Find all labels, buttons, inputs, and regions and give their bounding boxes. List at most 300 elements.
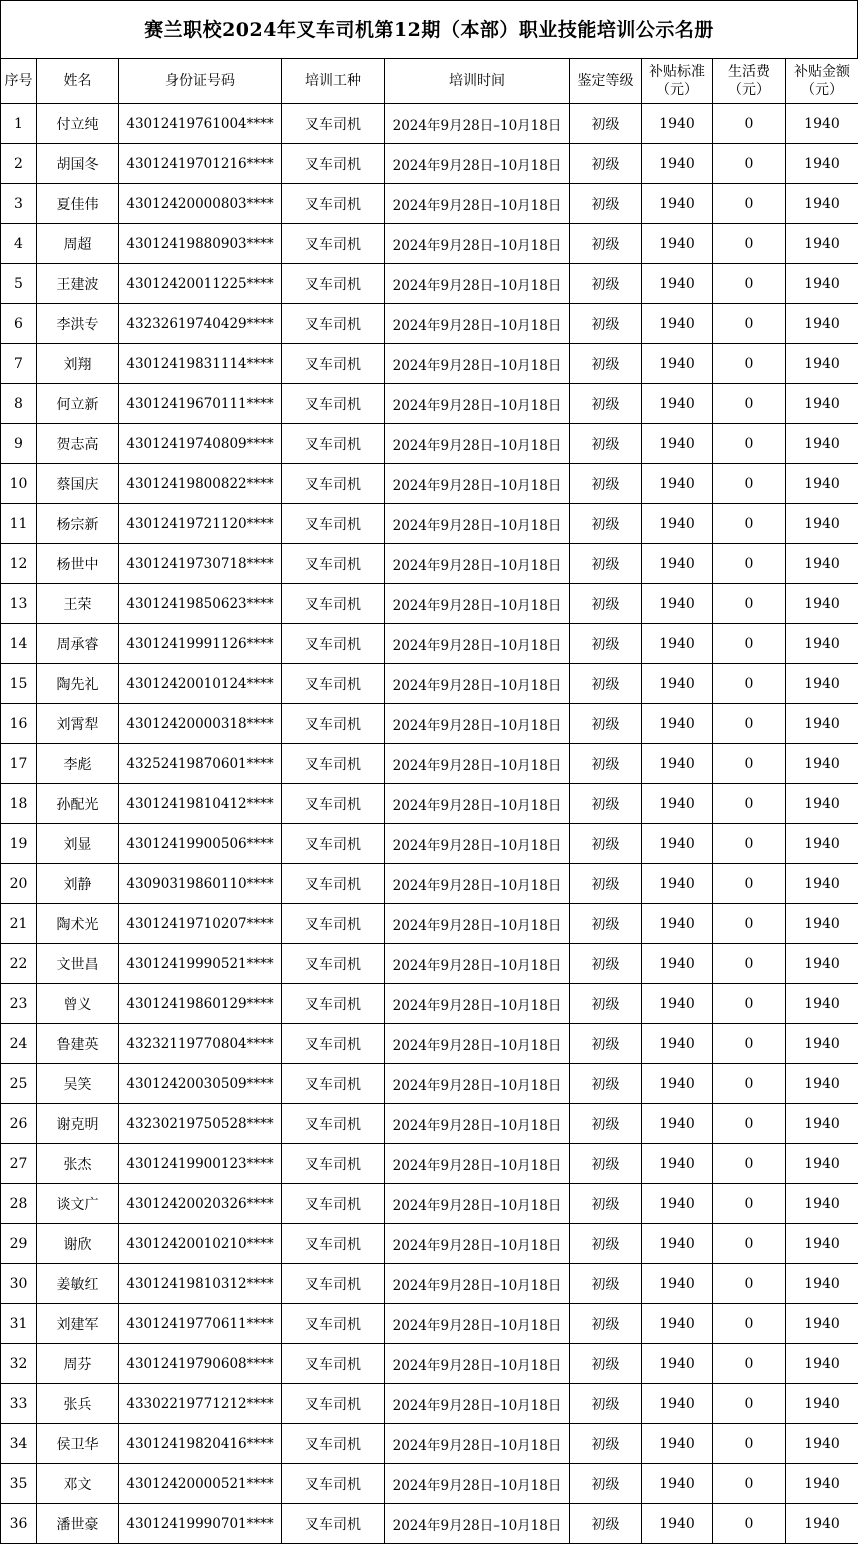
cell-living-allowance: 0 bbox=[713, 1464, 786, 1504]
cell-training-period: 2024年9月28日–10月18日 bbox=[385, 824, 570, 864]
cell-name: 杨宗新 bbox=[37, 504, 119, 544]
cell-living-allowance: 0 bbox=[713, 184, 786, 224]
cell-subsidy-standard: 1940 bbox=[642, 984, 713, 1024]
cell-training-period: 2024年9月28日–10月18日 bbox=[385, 1304, 570, 1344]
cell-subsidy-amount: 1940 bbox=[786, 504, 858, 544]
header-level: 鉴定等级 bbox=[570, 59, 642, 104]
table-row bbox=[1, 1264, 858, 1304]
cell-living-allowance: 0 bbox=[713, 984, 786, 1024]
cell-trade: 叉车司机 bbox=[282, 664, 385, 704]
cell-living-allowance: 0 bbox=[713, 304, 786, 344]
table-row bbox=[1, 144, 858, 184]
table-row bbox=[1, 464, 858, 504]
cell-trade: 叉车司机 bbox=[282, 1504, 385, 1544]
table-row bbox=[1, 344, 858, 384]
cell-subsidy-amount: 1940 bbox=[786, 1144, 858, 1184]
cell-seq: 36 bbox=[1, 1504, 37, 1544]
cell-training-period: 2024年9月28日–10月18日 bbox=[385, 104, 570, 144]
cell-subsidy-standard: 1940 bbox=[642, 864, 713, 904]
table-row bbox=[1, 264, 858, 304]
cell-name: 陶术光 bbox=[37, 904, 119, 944]
cell-training-period: 2024年9月28日–10月18日 bbox=[385, 1504, 570, 1544]
cell-subsidy-amount: 1940 bbox=[786, 184, 858, 224]
cell-seq: 6 bbox=[1, 304, 37, 344]
cell-living-allowance: 0 bbox=[713, 424, 786, 464]
table-row bbox=[1, 184, 858, 224]
table-row bbox=[1, 1144, 858, 1184]
cell-subsidy-standard: 1940 bbox=[642, 584, 713, 624]
cell-living-allowance: 0 bbox=[713, 784, 786, 824]
cell-living-allowance: 0 bbox=[713, 704, 786, 744]
table-row bbox=[1, 1064, 858, 1104]
cell-trade: 叉车司机 bbox=[282, 704, 385, 744]
cell-level: 初级 bbox=[570, 1344, 642, 1384]
cell-name: 刘翔 bbox=[37, 344, 119, 384]
cell-training-period: 2024年9月28日–10月18日 bbox=[385, 1224, 570, 1264]
cell-trade: 叉车司机 bbox=[282, 824, 385, 864]
cell-trade: 叉车司机 bbox=[282, 1224, 385, 1264]
cell-name: 孙配光 bbox=[37, 784, 119, 824]
cell-level: 初级 bbox=[570, 304, 642, 344]
cell-seq: 9 bbox=[1, 424, 37, 464]
cell-level: 初级 bbox=[570, 824, 642, 864]
cell-training-period: 2024年9月28日–10月18日 bbox=[385, 1184, 570, 1224]
cell-seq: 31 bbox=[1, 1304, 37, 1344]
cell-living-allowance: 0 bbox=[713, 824, 786, 864]
cell-training-period: 2024年9月28日–10月18日 bbox=[385, 744, 570, 784]
cell-id-number: 43012420010210**** bbox=[119, 1224, 282, 1264]
table-row bbox=[1, 1184, 858, 1224]
cell-seq: 11 bbox=[1, 504, 37, 544]
cell-id-number: 43232619740429**** bbox=[119, 304, 282, 344]
cell-living-allowance: 0 bbox=[713, 1264, 786, 1304]
cell-id-number: 43012419810312**** bbox=[119, 1264, 282, 1304]
cell-subsidy-amount: 1940 bbox=[786, 1184, 858, 1224]
cell-name: 谢克明 bbox=[37, 1104, 119, 1144]
cell-subsidy-amount: 1940 bbox=[786, 624, 858, 664]
cell-id-number: 43012419831114**** bbox=[119, 344, 282, 384]
cell-name: 周承睿 bbox=[37, 624, 119, 664]
cell-id-number: 43012419710207**** bbox=[119, 904, 282, 944]
cell-subsidy-standard: 1940 bbox=[642, 624, 713, 664]
cell-name: 付立纯 bbox=[37, 104, 119, 144]
table-row bbox=[1, 1504, 858, 1544]
cell-name: 侯卫华 bbox=[37, 1424, 119, 1464]
cell-living-allowance: 0 bbox=[713, 464, 786, 504]
cell-id-number: 43012419701216**** bbox=[119, 144, 282, 184]
cell-trade: 叉车司机 bbox=[282, 1144, 385, 1184]
cell-subsidy-amount: 1940 bbox=[786, 464, 858, 504]
cell-subsidy-standard: 1940 bbox=[642, 1264, 713, 1304]
cell-level: 初级 bbox=[570, 664, 642, 704]
cell-level: 初级 bbox=[570, 1504, 642, 1544]
cell-subsidy-amount: 1940 bbox=[786, 384, 858, 424]
cell-subsidy-standard: 1940 bbox=[642, 944, 713, 984]
cell-living-allowance: 0 bbox=[713, 1304, 786, 1344]
cell-training-period: 2024年9月28日–10月18日 bbox=[385, 1144, 570, 1184]
cell-subsidy-standard: 1940 bbox=[642, 664, 713, 704]
cell-level: 初级 bbox=[570, 184, 642, 224]
cell-living-allowance: 0 bbox=[713, 104, 786, 144]
cell-training-period: 2024年9月28日–10月18日 bbox=[385, 584, 570, 624]
cell-id-number: 43012419800822**** bbox=[119, 464, 282, 504]
cell-training-period: 2024年9月28日–10月18日 bbox=[385, 544, 570, 584]
cell-subsidy-standard: 1940 bbox=[642, 504, 713, 544]
cell-subsidy-standard: 1940 bbox=[642, 544, 713, 584]
cell-id-number: 43012419670111**** bbox=[119, 384, 282, 424]
header-id: 身份证号码 bbox=[119, 59, 282, 104]
cell-name: 王荣 bbox=[37, 584, 119, 624]
table-row bbox=[1, 1384, 858, 1424]
cell-name: 何立新 bbox=[37, 384, 119, 424]
cell-living-allowance: 0 bbox=[713, 1144, 786, 1184]
table-row bbox=[1, 1224, 858, 1264]
cell-subsidy-standard: 1940 bbox=[642, 424, 713, 464]
cell-subsidy-standard: 1940 bbox=[642, 1104, 713, 1144]
header-name: 姓名 bbox=[37, 59, 119, 104]
cell-living-allowance: 0 bbox=[713, 224, 786, 264]
cell-training-period: 2024年9月28日–10月18日 bbox=[385, 144, 570, 184]
cell-id-number: 43012419900506**** bbox=[119, 824, 282, 864]
cell-id-number: 43012420000318**** bbox=[119, 704, 282, 744]
cell-level: 初级 bbox=[570, 464, 642, 504]
cell-id-number: 43012419761004**** bbox=[119, 104, 282, 144]
table-row bbox=[1, 1304, 858, 1344]
cell-training-period: 2024年9月28日–10月18日 bbox=[385, 704, 570, 744]
table-row bbox=[1, 224, 858, 264]
cell-training-period: 2024年9月28日–10月18日 bbox=[385, 864, 570, 904]
cell-subsidy-amount: 1940 bbox=[786, 1384, 858, 1424]
cell-name: 李洪专 bbox=[37, 304, 119, 344]
cell-trade: 叉车司机 bbox=[282, 1464, 385, 1504]
cell-training-period: 2024年9月28日–10月18日 bbox=[385, 984, 570, 1024]
table-row bbox=[1, 784, 858, 824]
cell-id-number: 43012420020326**** bbox=[119, 1184, 282, 1224]
cell-subsidy-standard: 1940 bbox=[642, 704, 713, 744]
cell-id-number: 43012419991126**** bbox=[119, 624, 282, 664]
cell-name: 刘显 bbox=[37, 824, 119, 864]
cell-level: 初级 bbox=[570, 904, 642, 944]
cell-id-number: 43012420000803**** bbox=[119, 184, 282, 224]
cell-subsidy-amount: 1940 bbox=[786, 664, 858, 704]
cell-id-number: 43090319860110**** bbox=[119, 864, 282, 904]
header-subsidy-std: 补贴标准（元） bbox=[642, 59, 713, 104]
cell-subsidy-amount: 1940 bbox=[786, 984, 858, 1024]
cell-trade: 叉车司机 bbox=[282, 584, 385, 624]
cell-living-allowance: 0 bbox=[713, 664, 786, 704]
header-living: 生活费（元） bbox=[713, 59, 786, 104]
cell-training-period: 2024年9月28日–10月18日 bbox=[385, 1264, 570, 1304]
table-row bbox=[1, 1344, 858, 1384]
cell-training-period: 2024年9月28日–10月18日 bbox=[385, 784, 570, 824]
cell-name: 杨世中 bbox=[37, 544, 119, 584]
cell-level: 初级 bbox=[570, 984, 642, 1024]
cell-name: 周芬 bbox=[37, 1344, 119, 1384]
cell-subsidy-amount: 1940 bbox=[786, 144, 858, 184]
cell-id-number: 43012419820416**** bbox=[119, 1424, 282, 1464]
cell-seq: 15 bbox=[1, 664, 37, 704]
header-subsidy-amt: 补贴金额（元） bbox=[786, 59, 858, 104]
cell-subsidy-amount: 1940 bbox=[786, 1504, 858, 1544]
cell-name: 张杰 bbox=[37, 1144, 119, 1184]
cell-name: 李彪 bbox=[37, 744, 119, 784]
cell-subsidy-amount: 1940 bbox=[786, 344, 858, 384]
cell-seq: 14 bbox=[1, 624, 37, 664]
cell-seq: 13 bbox=[1, 584, 37, 624]
cell-seq: 7 bbox=[1, 344, 37, 384]
cell-level: 初级 bbox=[570, 1104, 642, 1144]
cell-subsidy-amount: 1940 bbox=[786, 264, 858, 304]
cell-name: 邓文 bbox=[37, 1464, 119, 1504]
cell-trade: 叉车司机 bbox=[282, 1104, 385, 1144]
cell-living-allowance: 0 bbox=[713, 1224, 786, 1264]
cell-subsidy-amount: 1940 bbox=[786, 1264, 858, 1304]
cell-subsidy-amount: 1940 bbox=[786, 224, 858, 264]
cell-subsidy-standard: 1940 bbox=[642, 904, 713, 944]
cell-level: 初级 bbox=[570, 1264, 642, 1304]
cell-trade: 叉车司机 bbox=[282, 184, 385, 224]
cell-level: 初级 bbox=[570, 1024, 642, 1064]
cell-subsidy-amount: 1940 bbox=[786, 904, 858, 944]
cell-id-number: 43012420010124**** bbox=[119, 664, 282, 704]
cell-subsidy-amount: 1940 bbox=[786, 584, 858, 624]
cell-seq: 19 bbox=[1, 824, 37, 864]
table-row bbox=[1, 1104, 858, 1144]
cell-seq: 33 bbox=[1, 1384, 37, 1424]
cell-subsidy-standard: 1940 bbox=[642, 824, 713, 864]
table-row bbox=[1, 944, 858, 984]
cell-id-number: 43012420011225**** bbox=[119, 264, 282, 304]
cell-id-number: 43012419790608**** bbox=[119, 1344, 282, 1384]
cell-seq: 8 bbox=[1, 384, 37, 424]
cell-trade: 叉车司机 bbox=[282, 384, 385, 424]
cell-name: 刘建军 bbox=[37, 1304, 119, 1344]
table-body bbox=[1, 104, 858, 1544]
table-header-row bbox=[1, 59, 858, 104]
cell-id-number: 43012420030509**** bbox=[119, 1064, 282, 1104]
cell-living-allowance: 0 bbox=[713, 904, 786, 944]
table-row bbox=[1, 544, 858, 584]
cell-subsidy-standard: 1940 bbox=[642, 1464, 713, 1504]
cell-id-number: 43252419870601**** bbox=[119, 744, 282, 784]
cell-id-number: 43012419740809**** bbox=[119, 424, 282, 464]
cell-living-allowance: 0 bbox=[713, 944, 786, 984]
cell-level: 初级 bbox=[570, 1224, 642, 1264]
cell-subsidy-amount: 1940 bbox=[786, 864, 858, 904]
cell-living-allowance: 0 bbox=[713, 264, 786, 304]
cell-id-number: 43012420000521**** bbox=[119, 1464, 282, 1504]
cell-subsidy-amount: 1940 bbox=[786, 1224, 858, 1264]
cell-subsidy-standard: 1940 bbox=[642, 264, 713, 304]
table-row bbox=[1, 704, 858, 744]
cell-subsidy-standard: 1940 bbox=[642, 384, 713, 424]
cell-subsidy-amount: 1940 bbox=[786, 1104, 858, 1144]
cell-trade: 叉车司机 bbox=[282, 1344, 385, 1384]
table-row bbox=[1, 824, 858, 864]
cell-trade: 叉车司机 bbox=[282, 544, 385, 584]
table-row bbox=[1, 424, 858, 464]
cell-name: 贺志高 bbox=[37, 424, 119, 464]
cell-trade: 叉车司机 bbox=[282, 1064, 385, 1104]
cell-living-allowance: 0 bbox=[713, 544, 786, 584]
cell-id-number: 43230219750528**** bbox=[119, 1104, 282, 1144]
cell-training-period: 2024年9月28日–10月18日 bbox=[385, 464, 570, 504]
cell-living-allowance: 0 bbox=[713, 1184, 786, 1224]
cell-level: 初级 bbox=[570, 544, 642, 584]
cell-subsidy-standard: 1940 bbox=[642, 1424, 713, 1464]
cell-trade: 叉车司机 bbox=[282, 464, 385, 504]
cell-level: 初级 bbox=[570, 584, 642, 624]
cell-subsidy-amount: 1940 bbox=[786, 424, 858, 464]
cell-seq: 16 bbox=[1, 704, 37, 744]
cell-subsidy-standard: 1940 bbox=[642, 464, 713, 504]
table-row bbox=[1, 1024, 858, 1064]
cell-trade: 叉车司机 bbox=[282, 304, 385, 344]
cell-subsidy-amount: 1940 bbox=[786, 1344, 858, 1384]
cell-trade: 叉车司机 bbox=[282, 744, 385, 784]
cell-level: 初级 bbox=[570, 624, 642, 664]
cell-seq: 24 bbox=[1, 1024, 37, 1064]
cell-seq: 1 bbox=[1, 104, 37, 144]
cell-subsidy-amount: 1940 bbox=[786, 104, 858, 144]
cell-id-number: 43012419860129**** bbox=[119, 984, 282, 1024]
cell-seq: 3 bbox=[1, 184, 37, 224]
cell-name: 夏佳伟 bbox=[37, 184, 119, 224]
cell-seq: 22 bbox=[1, 944, 37, 984]
cell-living-allowance: 0 bbox=[713, 744, 786, 784]
cell-trade: 叉车司机 bbox=[282, 264, 385, 304]
cell-id-number: 43012419770611**** bbox=[119, 1304, 282, 1344]
cell-seq: 26 bbox=[1, 1104, 37, 1144]
cell-living-allowance: 0 bbox=[713, 584, 786, 624]
cell-subsidy-amount: 1940 bbox=[786, 744, 858, 784]
cell-subsidy-amount: 1940 bbox=[786, 784, 858, 824]
cell-training-period: 2024年9月28日–10月18日 bbox=[385, 424, 570, 464]
cell-subsidy-standard: 1940 bbox=[642, 1304, 713, 1344]
cell-level: 初级 bbox=[570, 1144, 642, 1184]
cell-subsidy-standard: 1940 bbox=[642, 744, 713, 784]
cell-trade: 叉车司机 bbox=[282, 504, 385, 544]
cell-subsidy-standard: 1940 bbox=[642, 304, 713, 344]
cell-seq: 23 bbox=[1, 984, 37, 1024]
cell-subsidy-amount: 1940 bbox=[786, 824, 858, 864]
cell-subsidy-amount: 1940 bbox=[786, 1464, 858, 1504]
cell-living-allowance: 0 bbox=[713, 1064, 786, 1104]
cell-level: 初级 bbox=[570, 1064, 642, 1104]
cell-name: 姜敏红 bbox=[37, 1264, 119, 1304]
cell-name: 陶先礼 bbox=[37, 664, 119, 704]
cell-seq: 20 bbox=[1, 864, 37, 904]
cell-level: 初级 bbox=[570, 344, 642, 384]
cell-level: 初级 bbox=[570, 1184, 642, 1224]
cell-subsidy-amount: 1940 bbox=[786, 1424, 858, 1464]
cell-level: 初级 bbox=[570, 384, 642, 424]
cell-subsidy-amount: 1940 bbox=[786, 1064, 858, 1104]
cell-subsidy-amount: 1940 bbox=[786, 1024, 858, 1064]
cell-subsidy-amount: 1940 bbox=[786, 1304, 858, 1344]
cell-level: 初级 bbox=[570, 424, 642, 464]
cell-name: 周超 bbox=[37, 224, 119, 264]
cell-living-allowance: 0 bbox=[713, 344, 786, 384]
cell-id-number: 43012419850623**** bbox=[119, 584, 282, 624]
cell-training-period: 2024年9月28日–10月18日 bbox=[385, 1064, 570, 1104]
cell-training-period: 2024年9月28日–10月18日 bbox=[385, 944, 570, 984]
cell-seq: 12 bbox=[1, 544, 37, 584]
cell-training-period: 2024年9月28日–10月18日 bbox=[385, 224, 570, 264]
header-seq: 序号 bbox=[1, 59, 37, 104]
cell-subsidy-standard: 1940 bbox=[642, 1184, 713, 1224]
cell-subsidy-standard: 1940 bbox=[642, 1224, 713, 1264]
cell-training-period: 2024年9月28日–10月18日 bbox=[385, 344, 570, 384]
cell-level: 初级 bbox=[570, 1304, 642, 1344]
cell-seq: 32 bbox=[1, 1344, 37, 1384]
cell-subsidy-standard: 1940 bbox=[642, 1144, 713, 1184]
cell-subsidy-amount: 1940 bbox=[786, 304, 858, 344]
cell-training-period: 2024年9月28日–10月18日 bbox=[385, 1384, 570, 1424]
cell-living-allowance: 0 bbox=[713, 384, 786, 424]
cell-seq: 5 bbox=[1, 264, 37, 304]
cell-id-number: 43012419990521**** bbox=[119, 944, 282, 984]
cell-level: 初级 bbox=[570, 1424, 642, 1464]
cell-name: 刘静 bbox=[37, 864, 119, 904]
cell-seq: 29 bbox=[1, 1224, 37, 1264]
cell-trade: 叉车司机 bbox=[282, 904, 385, 944]
cell-seq: 21 bbox=[1, 904, 37, 944]
table-row bbox=[1, 664, 858, 704]
roster-table bbox=[0, 58, 858, 1544]
cell-level: 初级 bbox=[570, 504, 642, 544]
cell-training-period: 2024年9月28日–10月18日 bbox=[385, 624, 570, 664]
table-row bbox=[1, 1464, 858, 1504]
cell-id-number: 43302219771212**** bbox=[119, 1384, 282, 1424]
cell-name: 谢欣 bbox=[37, 1224, 119, 1264]
cell-training-period: 2024年9月28日–10月18日 bbox=[385, 304, 570, 344]
cell-training-period: 2024年9月28日–10月18日 bbox=[385, 1464, 570, 1504]
cell-id-number: 43012419721120**** bbox=[119, 504, 282, 544]
cell-training-period: 2024年9月28日–10月18日 bbox=[385, 1024, 570, 1064]
cell-living-allowance: 0 bbox=[713, 504, 786, 544]
cell-name: 王建波 bbox=[37, 264, 119, 304]
cell-name: 吴笑 bbox=[37, 1064, 119, 1104]
cell-id-number: 43012419990701**** bbox=[119, 1504, 282, 1544]
cell-training-period: 2024年9月28日–10月18日 bbox=[385, 1344, 570, 1384]
cell-training-period: 2024年9月28日–10月18日 bbox=[385, 1424, 570, 1464]
cell-level: 初级 bbox=[570, 1464, 642, 1504]
table-row bbox=[1, 584, 858, 624]
cell-trade: 叉车司机 bbox=[282, 104, 385, 144]
cell-living-allowance: 0 bbox=[713, 1384, 786, 1424]
cell-id-number: 43012419900123**** bbox=[119, 1144, 282, 1184]
cell-subsidy-amount: 1940 bbox=[786, 544, 858, 584]
cell-trade: 叉车司机 bbox=[282, 144, 385, 184]
cell-subsidy-standard: 1940 bbox=[642, 1024, 713, 1064]
cell-id-number: 43012419810412**** bbox=[119, 784, 282, 824]
table-row bbox=[1, 624, 858, 664]
cell-name: 鲁建英 bbox=[37, 1024, 119, 1064]
cell-living-allowance: 0 bbox=[713, 1344, 786, 1384]
cell-subsidy-amount: 1940 bbox=[786, 944, 858, 984]
cell-seq: 27 bbox=[1, 1144, 37, 1184]
cell-subsidy-standard: 1940 bbox=[642, 784, 713, 824]
cell-living-allowance: 0 bbox=[713, 1504, 786, 1544]
document-title: 赛兰职校2024年叉车司机第12期（本部）职业技能培训公示名册 bbox=[0, 0, 858, 58]
cell-seq: 28 bbox=[1, 1184, 37, 1224]
cell-seq: 17 bbox=[1, 744, 37, 784]
cell-name: 胡国冬 bbox=[37, 144, 119, 184]
cell-level: 初级 bbox=[570, 864, 642, 904]
cell-subsidy-standard: 1940 bbox=[642, 1504, 713, 1544]
cell-level: 初级 bbox=[570, 704, 642, 744]
